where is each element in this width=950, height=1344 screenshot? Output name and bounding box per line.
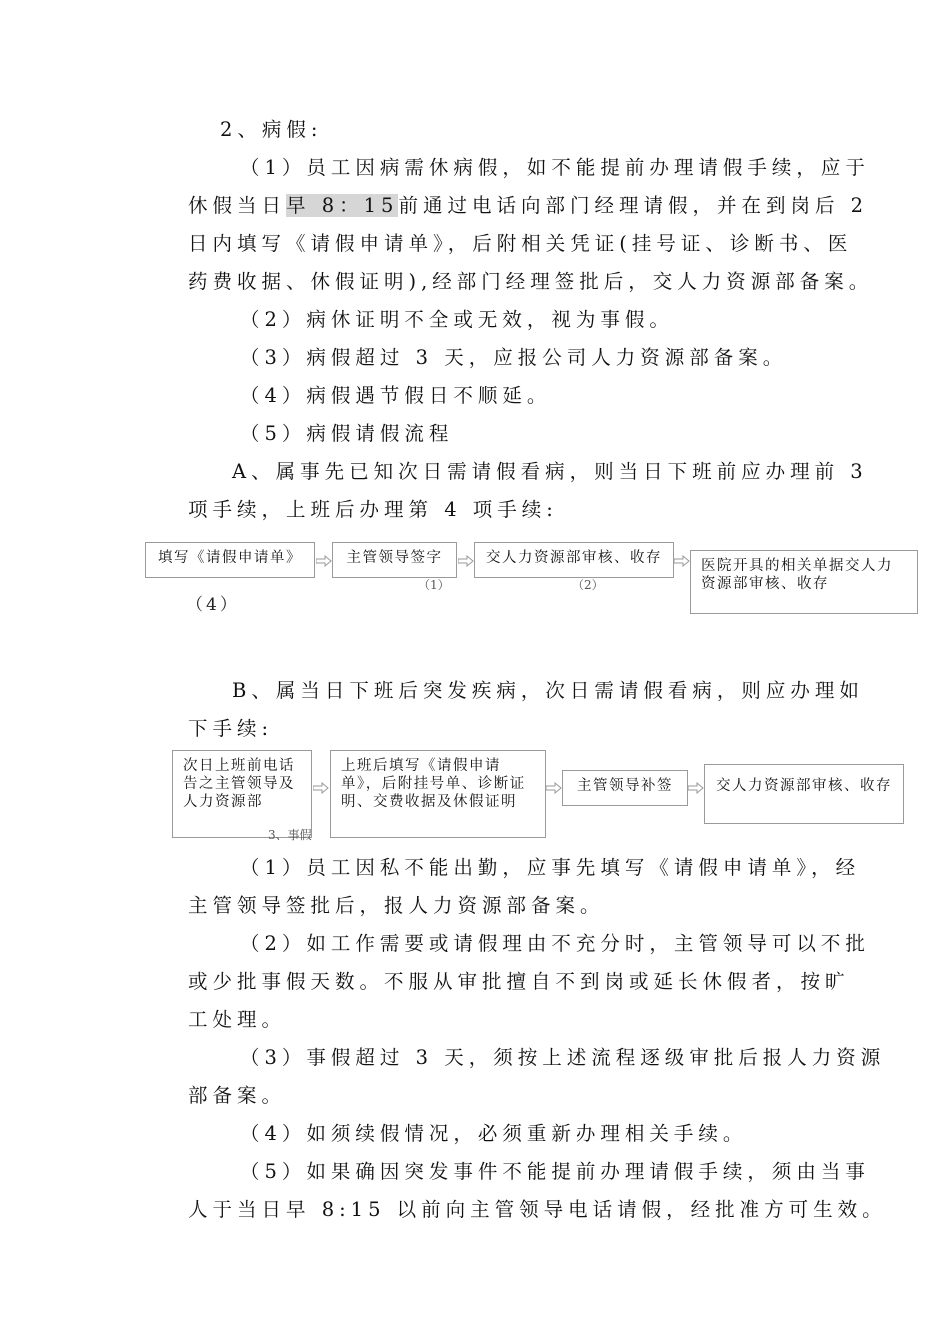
paragraph-line: （2）病休证明不全或无效，视为事假。	[240, 308, 674, 331]
arrow-right-icon	[316, 555, 332, 567]
paragraph-line: 人于当日早 8:15 以前向主管领导电话请假，经批准方可生效。	[188, 1198, 887, 1221]
flow-b-step-2: 上班后填写《请假申请单》，后附挂号单、诊断证明、交费收据及休假证明	[330, 750, 546, 838]
flow-a-fragment-4: （4）	[186, 595, 240, 615]
flow-b-step-1: 次日上班前电话告之主管领导及人力资源部	[172, 750, 312, 838]
arrow-right-icon	[313, 782, 329, 794]
arrow-right-icon	[674, 555, 690, 567]
flow-b-step-3: 主管领导补签	[562, 770, 688, 806]
paragraph-line: 项手续，上班后办理第 4 项手续:	[188, 498, 558, 521]
paragraph-line: （4）病假遇节假日不顺延。	[240, 384, 552, 407]
paragraph-line	[188, 191, 868, 221]
flow-a-fragment-2: （2）	[572, 578, 604, 592]
arrow-right-icon	[458, 555, 474, 567]
arrow-right-icon	[688, 782, 704, 794]
paragraph-line: （2）如工作需要或请假理由不充分时，主管领导可以不批	[240, 932, 870, 955]
flow-a-step-3: 交人力资源部审核、收存	[474, 542, 674, 578]
flow-a-step-1: 填写《请假申请单》	[145, 542, 315, 578]
paragraph-line: 工处理。	[188, 1008, 287, 1031]
text-span: 前通过电话向部门经理请假，并在到岗后 2	[398, 194, 869, 217]
paragraph-line: （5）如果确因突发事件不能提前办理请假手续，须由当事	[240, 1160, 870, 1183]
paragraph-line: （5）病假请假流程	[240, 422, 454, 445]
paragraph-line: A、属事先已知次日需请假看病，则当日下班前应办理前 3	[232, 460, 868, 483]
paragraph-line: （1）员工因私不能出勤，应事先填写《请假申请单》，经	[240, 856, 861, 879]
paragraph-line: （4）如须续假情况，必须重新办理相关手续。	[240, 1122, 748, 1145]
paragraph-line: （3）事假超过 3 天，须按上述流程逐级审批后报人力资源	[240, 1046, 886, 1069]
paragraph-line: 部备案。	[188, 1084, 287, 1107]
paragraph-line: B、属当日下班后突发疾病，次日需请假看病，则应办理如	[232, 679, 864, 702]
paragraph-line: 药费收据、休假证明),经部门经理签批后，交人力资源部备案。	[188, 270, 874, 293]
paragraph-line: （3）病假超过 3 天，应报公司人力资源部备案。	[240, 346, 788, 369]
paragraph-line: （1）员工因病需休病假，如不能提前办理请假手续，应于	[240, 156, 870, 179]
paragraph-line: 或少批事假天数。不服从审批擅自不到岗或延长休假者，按旷	[188, 970, 850, 993]
text-span: 休假当日	[188, 194, 287, 217]
flow-a-fragment-1: （1）	[418, 578, 450, 592]
flow-a-step-2: 主管领导签字	[332, 542, 457, 578]
arrow-right-icon	[546, 782, 562, 794]
flow-b-step-4: 交人力资源部审核、收存	[704, 764, 904, 824]
highlighted-time: 早 8：15	[286, 194, 399, 217]
section-heading-sick-leave: 2、病假:	[220, 118, 323, 141]
paragraph-line: 主管领导签批后，报人力资源部备案。	[188, 894, 605, 917]
flow-a-step-4: 医院开具的相关单据交人力资源部审核、收存	[690, 550, 918, 614]
flow-b-fragment-3: 3、事假	[268, 828, 312, 842]
paragraph-line: 下手续:	[188, 717, 274, 740]
paragraph-line: 日内填写《请假申请单》，后附相关凭证(挂号证、诊断书、医	[188, 232, 853, 255]
